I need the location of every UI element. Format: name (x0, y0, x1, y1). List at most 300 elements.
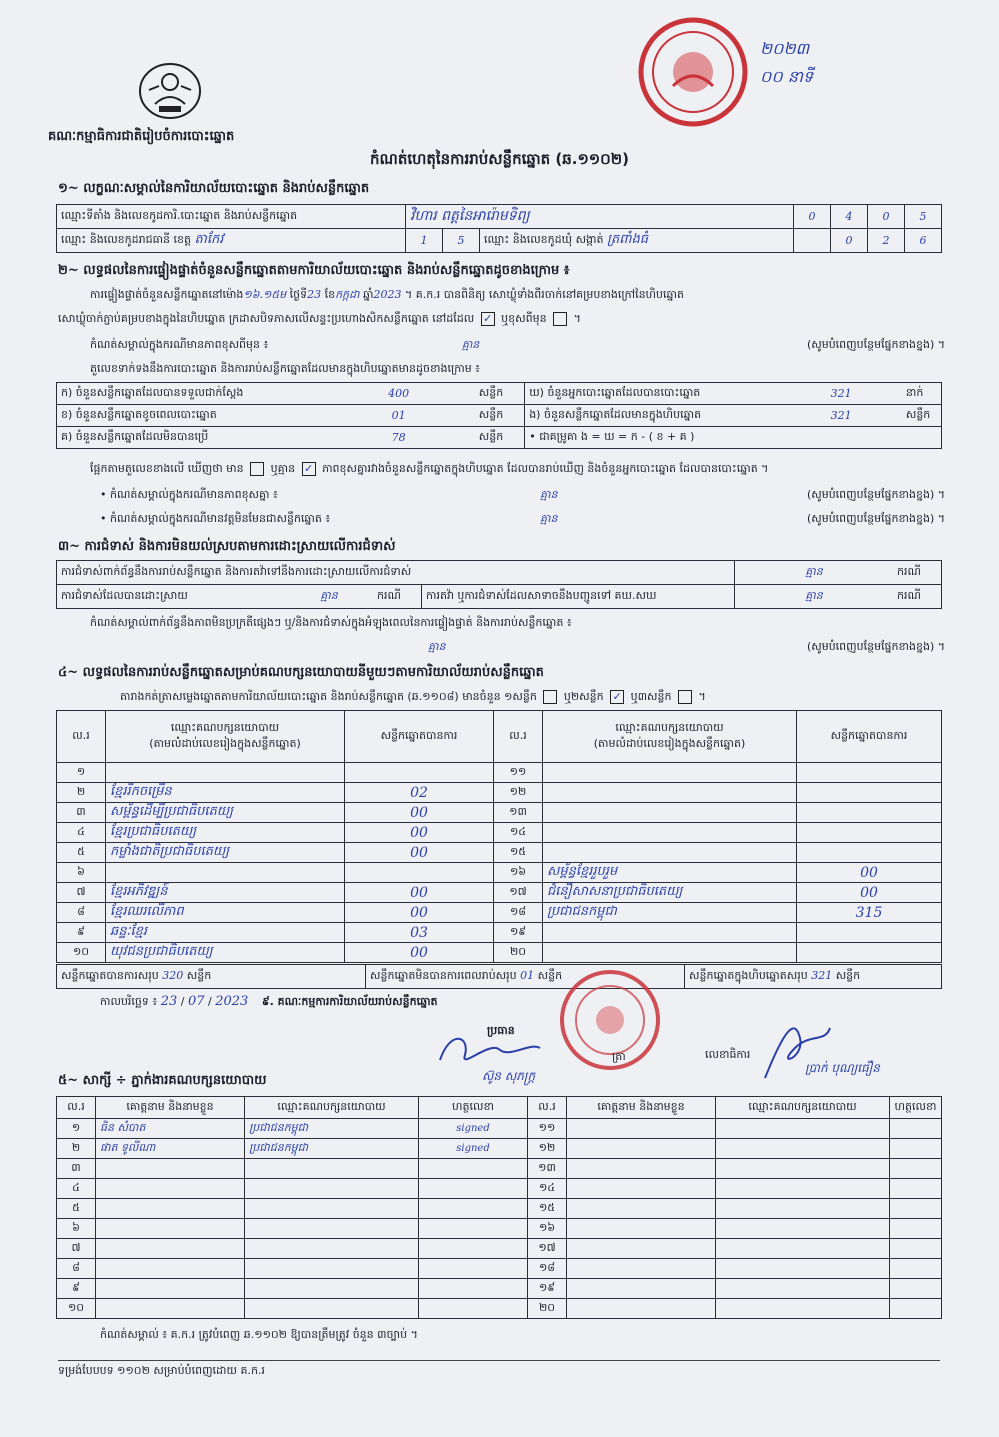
w-signature (419, 1239, 528, 1259)
row-no: ១៨ (494, 903, 543, 923)
w-name (567, 1159, 716, 1179)
resolved-label: ការជំទាស់ដែលបានដោះស្រាយ (57, 585, 286, 609)
secretary-label: លេខាធិការ (705, 1048, 751, 1061)
bullet-2 (100, 512, 945, 528)
bullet-2-value: គ្មាន (540, 512, 558, 525)
w-party (716, 1199, 890, 1219)
party-name (106, 863, 345, 883)
table-row (57, 763, 942, 783)
total-valid-value: 320 (162, 968, 184, 982)
p1c: សោឃ្លុំចាក់ភ្ជាប់គម្របខាងក្នុងនៃហិបឆ្នោត ក្រដាសបិទភាសលើសន្ទះប្រហោងសិកសន្លឹកឆ្នោត នៅដដែល (58, 312, 475, 325)
witness-body (57, 1119, 942, 1319)
two-sheet-checkbox[interactable]: ✓ (610, 690, 624, 704)
note-label: កំណត់សម្គាល់ក្នុងករណីមានភាពខុសពីមុន ៖ (90, 338, 269, 351)
w-signature (890, 1219, 942, 1239)
w-name (567, 1259, 716, 1279)
unchanged-checkbox[interactable]: ✓ (481, 312, 495, 326)
fill-hint: (សូមបំពេញបន្ថែមផ្នែកខាងខ្នង) ។ (806, 338, 945, 351)
date-label: កាលបរិច្ឆេទ ៖ (100, 995, 158, 1008)
table-row (57, 863, 942, 883)
w-row-no: ១៣ (528, 1159, 567, 1179)
votes: 00 (797, 883, 942, 903)
row-d-unit: នាក់ (902, 383, 942, 405)
stamp-time-handwritten: ០០ នាទី (760, 67, 814, 86)
w-col-party: ឈ្មោះគណបក្សនយោបាយ (245, 1097, 419, 1119)
w-row-no: ១១ (528, 1119, 567, 1139)
three-sheet-checkbox[interactable] (678, 690, 692, 704)
w-signature (890, 1259, 942, 1279)
commune-cell (480, 229, 794, 253)
p1b: ។ គ.ក.រ បានពិនិត្យ សោឃ្លុំទាំងពីរចាក់នៅគម្របខាងក្រៅនៃហិបឆ្នោត (405, 288, 684, 301)
w-signature (419, 1199, 528, 1219)
p1d: ឬខុសពីមុន (501, 312, 547, 325)
w-party (245, 1239, 419, 1259)
table-row (57, 1139, 942, 1159)
row-d-label: ឃ) ចំនួនអ្នកបោះឆ្នោតដែលបានបោះឆ្នោត (525, 383, 781, 405)
table-row (57, 1119, 942, 1139)
w-row-no: ៦ (57, 1219, 96, 1239)
seal-condition-line (58, 312, 581, 328)
irregularity-note: កំណត់សម្គាល់ពាក់ព័ន្ធនឹងភាពមិនប្រក្រតីផ្សេងៗ ឬ/និងការជំទាស់ក្នុងអំឡុងពេលនៃការផ្ទៀងផ្ទាត់ និងការរាប់សន្លឹកឆ្នោត ៖ (90, 616, 572, 629)
province-label-text: ឈ្មោះ និងលេខកូដរាជធានី ខេត្ត (61, 233, 191, 246)
section-4-heading: ៤~ លទ្ធផលនៃការរាប់សន្លឹកឆ្នោតសម្រាប់គណបក្សនយោបាយនីមួយៗតាមការិយាល័យរាប់សន្លឹកឆ្នោត (58, 665, 544, 680)
w-row-no: ៩ (57, 1279, 96, 1299)
date-line: កាលបរិច្ឆេទ ៖ 23 / 07 / 2023 ៩. គណៈកម្មការការិយាល័យរាប់សន្លឹកឆ្នោត (100, 994, 438, 1009)
w-name (567, 1219, 716, 1239)
w-party (245, 1159, 419, 1179)
row-no: ១៣ (494, 803, 543, 823)
table-row (57, 1239, 942, 1259)
row-no: ១២ (494, 783, 543, 803)
w-signature (419, 1159, 528, 1179)
party-name: យុវជនប្រជាធិបតេយ្យ (106, 943, 345, 963)
commune-code-digit: 0 (831, 229, 868, 253)
w-row-no: ២ (57, 1139, 96, 1159)
total-invalid-unit: សន្លឹក (537, 968, 563, 982)
row-no: ១១ (494, 763, 543, 783)
w-row-no: ១៥ (528, 1199, 567, 1219)
votes (797, 783, 942, 803)
w-party (716, 1259, 890, 1279)
committee-label: ៩. គណៈកម្មការការិយាល័យរាប់សន្លឹកឆ្នោត (261, 995, 438, 1008)
commune-code-digit: 6 (905, 229, 942, 253)
row-no: ២ (57, 783, 106, 803)
stamp-date-handwritten: ២០២៣ (760, 39, 810, 58)
w-party: ប្រជាជនកម្ពុជា (245, 1119, 419, 1139)
w-party (716, 1119, 890, 1139)
total-valid-label: សន្លឹកឆ្នោតបានការសរុប (61, 968, 159, 982)
party-name (543, 943, 797, 963)
votes: 00 (345, 903, 494, 923)
org-name: គណៈកម្មាធិការជាតិរៀបចំការបោះឆ្នោត (48, 129, 235, 144)
table-row (57, 843, 942, 863)
complaints-table (56, 560, 942, 609)
w-name (567, 1119, 716, 1139)
w-party: ប្រជាជនកម្ពុជា (245, 1139, 419, 1159)
row-c-label: គ) ចំនួនសន្លឹកឆ្នោតដែលមិនបានប្រើ (57, 427, 323, 449)
province-code-digit: 5 (443, 229, 480, 253)
row-no: ១៤ (494, 823, 543, 843)
month-label: ខែ (324, 288, 336, 301)
votes: 00 (345, 803, 494, 823)
fill-hint: (សូមបំពេញបន្ថែមផ្នែកខាងខ្នង) ។ (806, 488, 945, 501)
day-label: ថ្ងៃទី (289, 288, 308, 301)
party-name (543, 763, 797, 783)
bullet-1-label: • កំណត់សម្គាល់ក្នុងករណីមានភាពខុសគ្នា ៖ (100, 488, 278, 501)
secretary-name: ប្រាក់ បុណ្យធឿន (805, 1061, 880, 1075)
tally-sub: តារាងកត់ត្រាសម្លេងឆ្នោតតាមការិយាល័យបោះឆ្នោត និងរាប់សន្លឹកឆ្នោត (ឆ.១១០៨) មានចំនួន ១សន្លឹក (120, 690, 537, 703)
case-unit: ករណី (893, 585, 942, 609)
w-row-no: ២០ (528, 1299, 567, 1319)
w-party (245, 1299, 419, 1319)
table-row (57, 783, 942, 803)
date-month: 07 (187, 994, 205, 1009)
verification-paragraph (90, 288, 945, 304)
w-name (96, 1239, 245, 1259)
w-row-no: ១៩ (528, 1279, 567, 1299)
results-table (56, 710, 942, 963)
table-row (57, 923, 942, 943)
w-signature (890, 1119, 942, 1139)
col-party-sub: (តាមលំដាប់លេខរៀងក្នុងសន្លឹកឆ្នោត) (149, 736, 301, 750)
votes (797, 943, 942, 963)
row-d-value: 321 (780, 383, 901, 405)
date-year: 2023 (215, 994, 249, 1009)
w-signature (419, 1219, 528, 1239)
col-party-title: ឈ្មោះគណបក្សនយោបាយ (170, 720, 280, 734)
w-col-sig: ហត្ថលេខា (419, 1097, 528, 1119)
fill-hint: (សូមបំពេញបន្ថែមផ្នែកខាងខ្នង) ។ (806, 512, 945, 525)
party-name: សម្ព័ន្ធខ្មែររួបរួម (543, 863, 797, 883)
w-party (716, 1279, 890, 1299)
w-row-no: ១០ (57, 1299, 96, 1319)
table-row (57, 883, 942, 903)
w-signature (890, 1139, 942, 1159)
chair-signature-icon (430, 1030, 550, 1070)
w-name (96, 1199, 245, 1219)
w-party (245, 1279, 419, 1299)
w-row-no: ១៤ (528, 1179, 567, 1199)
party-name: ខ្មែរប្រជាធិបតេយ្យ (106, 823, 345, 843)
difference-note-line (90, 338, 945, 354)
party-name: ខ្មែររីកចម្រើន (106, 783, 345, 803)
w-party (716, 1219, 890, 1239)
results-body (57, 763, 942, 963)
w-row-no: ៤ (57, 1179, 96, 1199)
no-difference-checkbox[interactable]: ✓ (302, 462, 316, 476)
changed-checkbox[interactable] (553, 312, 567, 326)
w-row-no: ៧ (57, 1239, 96, 1259)
total-box-value: 321 (811, 968, 833, 982)
w-signature (890, 1279, 942, 1299)
difference-line (90, 462, 950, 478)
committee-seal-icon (550, 965, 670, 1075)
w-row-no: ៨ (57, 1259, 96, 1279)
w-name (96, 1299, 245, 1319)
votes (345, 763, 494, 783)
province-label (57, 229, 406, 253)
party-name: កម្លាំងជាតិប្រជាធិបតេយ្យ (106, 843, 345, 863)
chair-label: ប្រធាន (487, 1024, 515, 1037)
votes (797, 843, 942, 863)
witness-table (56, 1096, 942, 1319)
w-col-name: គោត្តនាម និងនាមខ្លួន (96, 1097, 245, 1119)
table-row (57, 1259, 942, 1279)
total-box-unit: សន្លឹក (835, 968, 861, 982)
table-row (57, 1219, 942, 1239)
w-party (716, 1299, 890, 1319)
row-no: ១៩ (494, 923, 543, 943)
w-row-no: ១៨ (528, 1259, 567, 1279)
col-party-sub: (តាមលំដាប់លេខរៀងក្នុងសន្លឹកឆ្នោត) (593, 736, 746, 750)
w-col-party: ឈ្មោះគណបក្សនយោបាយ (716, 1097, 890, 1119)
w-signature (890, 1299, 942, 1319)
row-a-value: 400 (323, 383, 475, 405)
location-label: ឈ្មោះទីតាំង និងលេខកូដការិ.បោះឆ្នោត និងរាប់សន្លឹកឆ្នោត (57, 205, 406, 229)
votes: 00 (345, 823, 494, 843)
code-digit: 0 (794, 205, 831, 229)
party-name: ឆន្ទៈខ្មែរ (106, 923, 345, 943)
votes: 00 (797, 863, 942, 883)
irregularity-value: គ្មាន (428, 640, 446, 653)
col-party (106, 711, 345, 763)
w-name (567, 1199, 716, 1219)
party-name (543, 923, 797, 943)
total-valid-unit: សន្លឹក (186, 968, 212, 982)
row-b-value: 01 (323, 405, 475, 427)
w-row-no: ១៦ (528, 1219, 567, 1239)
w-name (567, 1299, 716, 1319)
tally-sheet-line: តារាងកត់ត្រាសម្លេងឆ្នោតតាមការិយាល័យបោះឆ្នោត និងរាប់សន្លឹកឆ្នោត (ឆ.១១០៨) មានចំនួន ១សន្លឹក ឬ២សន្លឹក ✓ ឬ៣សន្លឹក ។ (120, 690, 706, 703)
official-seal-icon (618, 16, 768, 128)
table-row (57, 903, 942, 923)
w-signature (890, 1239, 942, 1259)
w-row-no: ៥ (57, 1199, 96, 1219)
date-day: 23 (160, 994, 178, 1009)
w-party (716, 1179, 890, 1199)
party-name: សម្ព័ន្ធដើម្បីប្រជាធិបតេយ្យ (106, 803, 345, 823)
bullet-1 (100, 488, 945, 504)
resolved-value: គ្មាន (285, 585, 373, 609)
w-party (245, 1179, 419, 1199)
w-name (96, 1179, 245, 1199)
w-row-no: ១ (57, 1119, 96, 1139)
bullet-2-label: • កំណត់សម្គាល់ក្នុងករណីមានវត្តមិនមែនជាសន្លឹកឆ្នោត ៖ (100, 512, 331, 525)
table-row (57, 1299, 942, 1319)
form-title: កំណត់ហេតុនៃការរាប់សន្លឹកឆ្នោត (ឆ.១១០២) (369, 150, 629, 168)
bullet-1-value: គ្មាន (540, 488, 558, 501)
w-signature: signed (419, 1139, 528, 1159)
p1a: ការផ្ទៀងផ្ទាត់ចំនួនសន្លឹកឆ្នោតនៅម៉ោង (90, 288, 244, 301)
w-party (245, 1199, 419, 1219)
case-unit: ករណី (893, 561, 942, 585)
has-difference-checkbox[interactable] (250, 462, 264, 476)
appeal-value: គ្មាន (735, 585, 894, 609)
row-no: ១៦ (494, 863, 543, 883)
party-name (543, 843, 797, 863)
party-name (543, 803, 797, 823)
year-label: ឆ្នាំ (363, 288, 374, 301)
total-box-label: សន្លឹកឆ្នោតក្នុងហិបឆ្នោតសរុប (689, 968, 808, 982)
province-value: តាកែវ (194, 232, 224, 247)
row-no: ៤ (57, 823, 106, 843)
col-votes: សន្លឹកឆ្នោតបានការ (345, 711, 494, 763)
row-c-value: 78 (323, 427, 475, 449)
row-b-unit: សន្លឹក (475, 405, 525, 427)
votes: 02 (345, 783, 494, 803)
table-row (57, 823, 942, 843)
formula: • ជាគម្រូគា ង = ឃ = ក - ( ខ + គ ) (525, 427, 942, 449)
commune-label: ឈ្មោះ និងលេខកូដឃុំ សង្កាត់ (484, 233, 604, 246)
w-party (716, 1239, 890, 1259)
row-e-unit: សន្លឹក (902, 405, 942, 427)
w-col-no: ល.រ (528, 1097, 567, 1119)
w-party (716, 1139, 890, 1159)
w-signature (419, 1179, 528, 1199)
row-no: ១០ (57, 943, 106, 963)
row-no: ៩ (57, 923, 106, 943)
party-name (543, 823, 797, 843)
w-name (567, 1139, 716, 1159)
votes (797, 763, 942, 783)
row-a-unit: សន្លឹក (475, 383, 525, 405)
w-signature (890, 1179, 942, 1199)
w-row-no: ១២ (528, 1139, 567, 1159)
w-name (96, 1259, 245, 1279)
row-b-label: ខ) ចំនួនសន្លឹកឆ្នោតខូចពេលបោះឆ្នោត (57, 405, 323, 427)
w-col-no: ល.រ (57, 1097, 96, 1119)
fill-hint: (សូមបំពេញបន្ថែមផ្នែកខាងខ្នង) ។ (806, 640, 945, 653)
p2a: ផ្អែកតាមតួលេខខាងលើ ឃើញថា មាន (90, 462, 244, 475)
complaint-row-1-label: ការជំទាស់ពាក់ព័ន្ធនឹងការរាប់សន្លឹកឆ្នោត និងការតវ៉ាទៅនឹងការដោះស្រាយលើការជំទាស់ (57, 561, 735, 585)
w-signature (419, 1299, 528, 1319)
w-name (96, 1279, 245, 1299)
row-no: ៦ (57, 863, 106, 883)
table-row (57, 1199, 942, 1219)
votes (345, 863, 494, 883)
votes (797, 923, 942, 943)
province-code-digit: 1 (406, 229, 443, 253)
code-digit: 5 (905, 205, 942, 229)
table-row (57, 1179, 942, 1199)
section-5-heading: ៥~ សាក្សី ÷ ភ្នាក់ងារគណបក្សនយោបាយ (58, 1073, 267, 1088)
footnote: កំណត់សម្គាល់ ៖ គ.ក.រ ត្រូវបំពេញ ឆ.១១០២ ឱ្យបានត្រឹមត្រូវ ចំនួន ៣ច្បាប់ ។ (100, 1328, 418, 1341)
w-row-no: ១៧ (528, 1239, 567, 1259)
total-box (685, 965, 942, 989)
w-name: ធិន សំបាត (96, 1119, 245, 1139)
code-digit: 0 (868, 205, 905, 229)
w-name (96, 1159, 245, 1179)
w-signature (419, 1259, 528, 1279)
commune-code-digit: 2 (868, 229, 905, 253)
month-value: កក្កដា (335, 288, 360, 301)
section-1-heading: ១~ លក្ខណៈសម្គាល់នៃការិយាល័យបោះឆ្នោត និងរាប់សន្លឹកឆ្នោត (58, 181, 370, 196)
table-row (57, 1159, 942, 1179)
code-digit: 4 (831, 205, 868, 229)
blank-cell (794, 229, 831, 253)
party-name (106, 763, 345, 783)
w-party (716, 1159, 890, 1179)
seal-label: ត្រា (612, 1050, 626, 1063)
row-no: ១៧ (494, 883, 543, 903)
figures-intro: តួលេខទាក់ទងនឹងការបោះឆ្នោត និងការរាប់សន្លឹកឆ្នោតដែលមានក្នុងហិបឆ្នោតមានដូចខាងក្រោម ៖ (90, 362, 481, 375)
w-name (567, 1239, 716, 1259)
col-party (543, 711, 797, 763)
party-name: ប្រជាជនកម្ពុជា (543, 903, 797, 923)
row-no: ២០ (494, 943, 543, 963)
w-name (96, 1219, 245, 1239)
appeal-label: ការតវ៉ា ឬការជំទាស់ដែលសាទាចនឹងបញ្ជូនទៅ គឃ.សឃ (422, 585, 735, 609)
nec-emblem-icon (135, 60, 205, 122)
w-signature: signed (419, 1119, 528, 1139)
party-name: ជំនឿសាសនាប្រជាធិបតេយ្យ (543, 883, 797, 903)
w-name: ផាត ទូលីណា (96, 1139, 245, 1159)
row-c-unit: សន្លឹក (475, 427, 525, 449)
p2b: ឬគ្មាន (270, 462, 296, 475)
col-no: ល.រ (57, 711, 106, 763)
party-name (543, 783, 797, 803)
w-col-sig: ហត្ថលេខា (890, 1097, 942, 1119)
col-party-title: ឈ្មោះគណបក្សនយោបាយ (615, 720, 724, 734)
votes: 00 (345, 843, 494, 863)
w-party (245, 1219, 419, 1239)
votes: 03 (345, 923, 494, 943)
row-no: ៧ (57, 883, 106, 903)
row-e-value: 321 (780, 405, 901, 427)
footer-form-id: ទម្រង់បែបបទ ១១០២ សម្រាប់បំពេញដោយ គ.ក.រ (58, 1364, 265, 1377)
opt-2: ឬ២សន្លឹក (563, 690, 604, 703)
location-value: វិហារ ពត្តនៃអារ៉ោមទិព្យ (406, 205, 794, 229)
total-invalid-label: សន្លឹកឆ្នោតមិនបានការពេលរាប់សរុប (370, 968, 517, 982)
w-signature (890, 1159, 942, 1179)
col-no: ល.រ (494, 711, 543, 763)
total-invalid-value: 01 (520, 968, 535, 982)
total-valid (57, 965, 366, 989)
complaint-row-1-value: គ្មាន (735, 561, 894, 585)
commune-value: ត្រពាំងធំ (607, 232, 649, 247)
row-a-label: ក) ចំនួនសន្លឹកឆ្នោតដែលបានទទួលជាក់ស្តែង (57, 383, 323, 405)
table-row (57, 803, 942, 823)
party-name: ខ្មែរអភិវឌ្ឍន៍ (106, 883, 345, 903)
col-votes: សន្លឹកឆ្នោតបានការ (797, 711, 942, 763)
row-no: ១៥ (494, 843, 543, 863)
figures-table (56, 382, 942, 449)
votes (797, 803, 942, 823)
section-2-heading: ២~ លទ្ធផលនៃការផ្ទៀងផ្ទាត់ចំនួនសន្លឹកឆ្នោតតាមការិយាល័យបោះឆ្នោត និងរាប់សន្លឹកឆ្នោតដូចខាងក្រោម ៖ (58, 263, 570, 278)
votes: 00 (345, 883, 494, 903)
section-1-table (56, 204, 942, 253)
w-name (567, 1179, 716, 1199)
w-signature (890, 1199, 942, 1219)
table-row (57, 1279, 942, 1299)
votes: 315 (797, 903, 942, 923)
row-e-label: ង) ចំនួនសន្លឹកឆ្នោតដែលមានក្នុងហិបឆ្នោត (525, 405, 781, 427)
w-signature (419, 1279, 528, 1299)
row-no: ៣ (57, 803, 106, 823)
votes (797, 823, 942, 843)
p2c: ភាពខុសគ្នារវាងចំនួនសន្លឹកឆ្នោតក្នុងហិបឆ្នោត ដែលបានរាប់ឃើញ និងចំនួនអ្នកបោះឆ្នោត ដែលបានបោះឆ្នោត ។ (322, 462, 769, 475)
w-party (245, 1259, 419, 1279)
one-sheet-checkbox[interactable] (543, 690, 557, 704)
opt-3: ឬ៣សន្លឹក (630, 690, 672, 703)
section-3-heading: ៣~ ការជំទាស់ និងការមិនយល់ស្របតាមការដោះស្រាយលើការជំទាស់ (58, 539, 396, 554)
row-no: ១ (57, 763, 106, 783)
votes: 00 (345, 943, 494, 963)
party-name: ខ្មែរឈរលើភាព (106, 903, 345, 923)
note-value: គ្មាន (461, 338, 480, 351)
w-name (567, 1279, 716, 1299)
row-no: ៥ (57, 843, 106, 863)
